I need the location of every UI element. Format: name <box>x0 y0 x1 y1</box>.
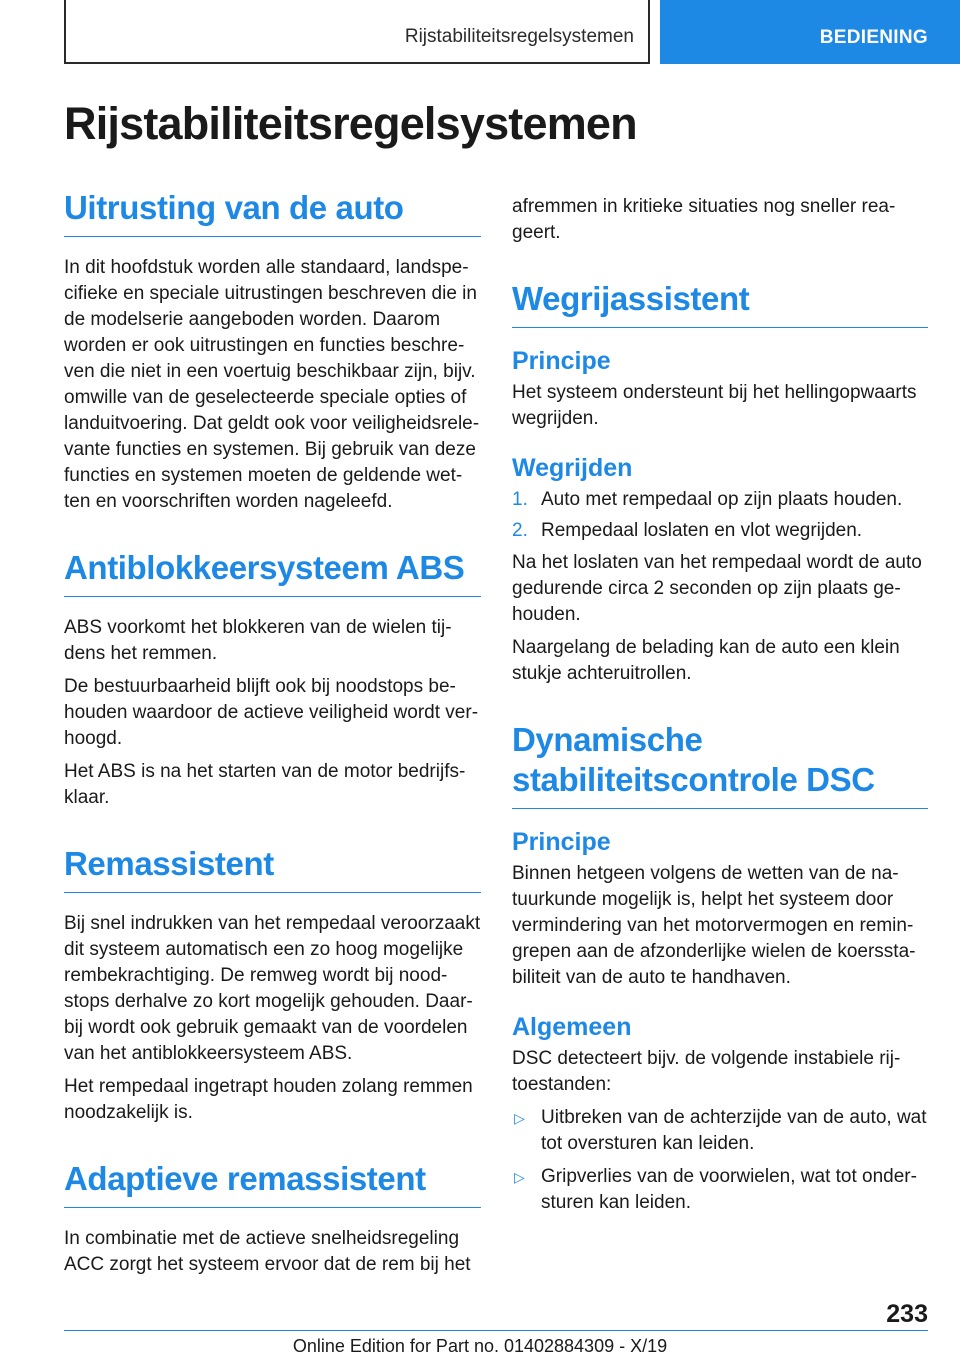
header-chapter-tab <box>660 0 960 64</box>
triangle-bullet-icon: ▷ <box>514 1110 525 1126</box>
section-heading-dsc: Dynamische stabiliteitscontrole DSC <box>512 720 928 809</box>
paragraph: Binnen hetgeen volgens de wetten van de natuurkunde mogelijk is, helpt het systeem door vermindering van het motorvermogen en remingrepen aan de afzonderlijke wielen de koersstabiliteit van de auto te handhaven. <box>512 863 916 988</box>
paragraph: ABS voorkomt het blokkeren van de wielen tijdens het remmen. <box>64 617 452 664</box>
list-item <box>512 1105 928 1157</box>
header-section-box <box>64 0 650 64</box>
page-title: Rijstabiliteitsregelsystemen <box>64 98 637 149</box>
subheading-principe: Principe <box>512 347 611 375</box>
step-number: 2. <box>512 520 528 541</box>
triangle-bullet-icon: ▷ <box>514 1169 525 1185</box>
paragraph: Het ABS is na het starten van de motor bedrijfsklaar. <box>64 761 466 808</box>
bullet-text: Gripverlies van de voorwielen, wat tot ondersturen kan leiden. <box>541 1166 917 1213</box>
list-item <box>512 487 928 513</box>
page-number: 233 <box>886 1300 928 1328</box>
paragraph: In combinatie met de actieve snelheidsregeling ACC zorgt het systeem ervoor dat de rem bij het <box>64 1228 471 1275</box>
step-text: Auto met rempedaal op zijn plaats houden. <box>541 489 903 510</box>
list-item <box>512 518 928 544</box>
section-heading-abs: Antiblokkeersysteem ABS <box>64 548 481 597</box>
list-item <box>512 1164 928 1216</box>
header-section-title: Rijstabiliteitsregelsystemen <box>404 26 634 47</box>
section-heading-remassistent: Remassistent <box>64 844 481 893</box>
paragraph: Na het loslaten van het rempedaal wordt de auto gedurende circa 2 seconden op zijn plaats gehouden. <box>512 552 922 625</box>
section-heading-adaptieve-remassistent: Adaptieve remassistent <box>64 1159 481 1208</box>
step-number: 1. <box>512 489 528 510</box>
paragraph: Naargelang de belading kan de auto een klein stukje achteruitrollen. <box>512 637 900 684</box>
paragraph: afremmen in kritieke situaties nog sneller reageert. <box>512 196 896 243</box>
subheading-wegrijden: Wegrijden <box>512 454 633 482</box>
right-column <box>512 194 928 1223</box>
section-heading-wegrijassistent: Wegrijassistent <box>512 279 928 328</box>
subheading-principe: Principe <box>512 828 611 856</box>
footer-edition-text: Online Edition for Part no. 01402884309 - X/19 <box>292 1336 668 1356</box>
step-text: Rempedaal loslaten en vlot wegrijden. <box>541 520 863 541</box>
numbered-steps <box>512 487 928 544</box>
section-heading-uitrusting: Uitrusting van de auto <box>64 188 481 237</box>
left-column <box>64 188 481 1285</box>
paragraph: Het systeem ondersteunt bij het hellingopwaarts wegrijden. <box>512 382 917 429</box>
paragraph: DSC detecteert bijv. de volgende instabiele rijtoestanden: <box>512 1048 901 1095</box>
paragraph: In dit hoofdstuk worden alle standaard, landspecifieke en speciale uitrustingen beschreven die in de modelserie aangeboden worden. Daarom worden er ook uitrustingen en functies beschreven die niet in een voertuig beschikbaar zijn, bijv. omwille van de geselecteerde speciale opties of landuitvoering. Dat geldt ook voor veiligheidsrelevante functies en systemen. Bij gebruik van deze functies en systemen moeten de geldende wetten en voorschriften worden nageleefd. <box>64 257 480 512</box>
paragraph: De bestuurbaarheid blijft ook bij noodstops behouden waardoor de actieve veiligheid wordt verhoogd. <box>64 676 479 749</box>
paragraph: Bij snel indrukken van het rempedaal veroorzaakt dit systeem automatisch een zo hoog mogelijke rembekrachtiging. De remweg wordt bij noodstops derhalve zo kort mogelijk gehouden. Daarbij wordt ook gebruik gemaakt van de voordelen van het antiblokkeersysteem ABS. <box>64 913 481 1064</box>
header-chapter-title: BEDIENING <box>819 27 928 48</box>
bullet-list <box>512 1105 928 1216</box>
footer-divider <box>64 1330 928 1331</box>
paragraph: Het rempedaal ingetrapt houden zolang remmen noodzakelijk is. <box>64 1076 473 1123</box>
bullet-text: Uitbreken van de achterzijde van de auto, wat tot oversturen kan leiden. <box>541 1107 927 1154</box>
subheading-algemeen: Algemeen <box>512 1013 632 1041</box>
